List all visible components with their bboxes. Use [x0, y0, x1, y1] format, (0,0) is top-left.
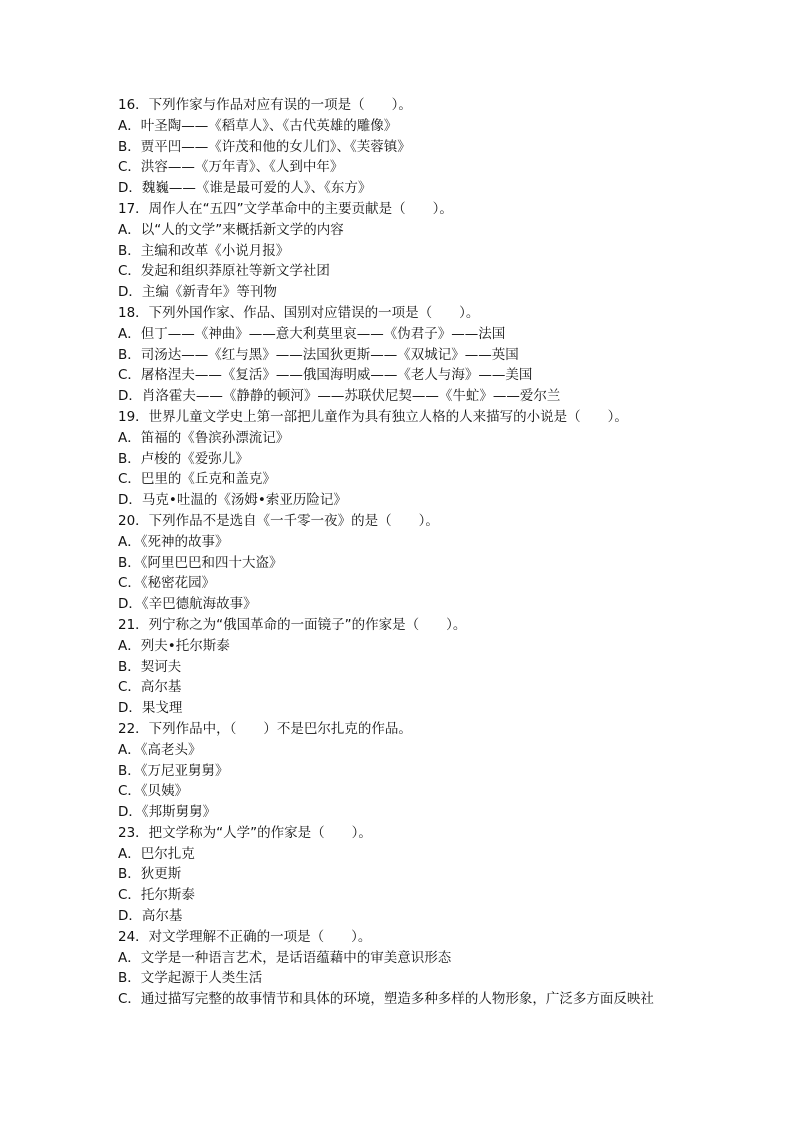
question-22-option-d: D．《邦斯舅舅》 [118, 804, 217, 821]
question-19-option-c: C．巴里的《丘克和盖克》 [118, 471, 276, 488]
question-21-option-a: A．列夫•托尔斯泰 [118, 637, 230, 654]
question-16-option-d: D．魏巍——《谁是最可爱的人》、《东方》 [118, 180, 372, 197]
question-19-option-a: A．笛福的《鲁滨孙漂流记》 [118, 429, 290, 446]
question-22-stem: 22．下列作品中，（ ）不是巴尔扎克的作品。 [118, 720, 412, 737]
question-18-stem: 18．下列外国作家、作品、国别对应错误的一项是（ ）。 [118, 304, 480, 321]
question-20-option-b: B．《阿里巴巴和四十大盗》 [118, 554, 283, 571]
question-23-option-d: D．高尔基 [118, 908, 183, 925]
question-23-option-b: B．狄更斯 [118, 866, 182, 883]
question-20-option-a: A．《死神的故事》 [118, 533, 229, 550]
question-21-option-b: B．契诃夫 [118, 658, 182, 675]
question-24-option-c: C．通过描写完整的故事情节和具体的环境，塑造多种多样的人物形象，广泛多方面反映社 [118, 991, 654, 1008]
question-24-option-b: B．文学起源于人类生活 [118, 970, 263, 987]
question-17-option-d: D．主编《新青年》等刊物 [118, 284, 277, 301]
question-22-option-b: B．《万尼亚舅舅》 [118, 762, 229, 779]
question-17-option-a: A．以“人的文学”来概括新文学的内容 [118, 221, 344, 238]
question-16-option-c: C．洪容——《万年青》、《人到中年》 [118, 159, 344, 176]
question-18-option-b: B．司汤达——《红与黑》——法国狄更斯——《双城记》——英国 [118, 346, 519, 363]
question-17-stem: 17．周作人在“五四”文学革命中的主要贡献是（ ）。 [118, 200, 453, 217]
question-23-stem: 23．把文学称为“人学”的作家是（ ）。 [118, 824, 372, 841]
question-21-option-c: C．高尔基 [118, 679, 182, 696]
question-20-option-c: C．《秘密花园》 [118, 575, 216, 592]
question-19-stem: 19．世界儿童文学史上第一部把儿童作为具有独立人格的人来描写的小说是（ ）。 [118, 408, 628, 425]
question-18-option-c: C．屠格涅夫——《复活》——俄国海明威——《老人与海》——美国 [118, 367, 533, 384]
question-16-option-b: B．贾平凹——《许茂和他的女儿们》、《芙蓉镇》 [118, 138, 411, 155]
document-page [118, 95, 688, 1010]
question-20-stem: 20．下列作品不是选自《一千零一夜》的是（ ）。 [118, 512, 439, 529]
question-21-stem: 21．列宁称之为“俄国革命的一面镜子”的作家是（ ）。 [118, 616, 467, 633]
question-20-option-d: D．《辛巴德航海故事》 [118, 596, 257, 613]
question-18-option-d: D．肖洛霍夫——《静静的顿河》——苏联伏尼契——《牛虻》——爱尔兰 [118, 388, 561, 405]
question-22-option-c: C．《贝姨》 [118, 783, 189, 800]
question-16-option-a: A．叶圣陶——《稻草人》、《古代英雄的雕像》 [118, 117, 398, 134]
question-22-option-a: A．《高老头》 [118, 741, 202, 758]
question-24-stem: 24．对文学理解不正确的一项是（ ）。 [118, 928, 372, 945]
question-23-option-c: C．托尔斯泰 [118, 887, 195, 904]
question-17-option-c: C．发起和组织莽原社等新文学社团 [118, 263, 330, 280]
question-19-option-b: B．卢梭的《爱弥儿》 [118, 450, 249, 467]
question-18-option-a: A．但丁——《神曲》——意大利莫里哀——《伪君子》——法国 [118, 325, 506, 342]
question-21-option-d: D．果戈理 [118, 700, 183, 717]
question-17-option-b: B．主编和改革《小说月报》 [118, 242, 290, 259]
question-19-option-d: D．马克•吐温的《汤姆•索亚历险记》 [118, 492, 347, 509]
question-16-stem: 16．下列作家与作品对应有误的一项是（ ）。 [118, 97, 412, 113]
question-23-option-a: A．巴尔扎克 [118, 845, 195, 862]
question-24-option-a: A．文学是一种语言艺术，是话语蕴藉中的审美意识形态 [118, 949, 452, 966]
